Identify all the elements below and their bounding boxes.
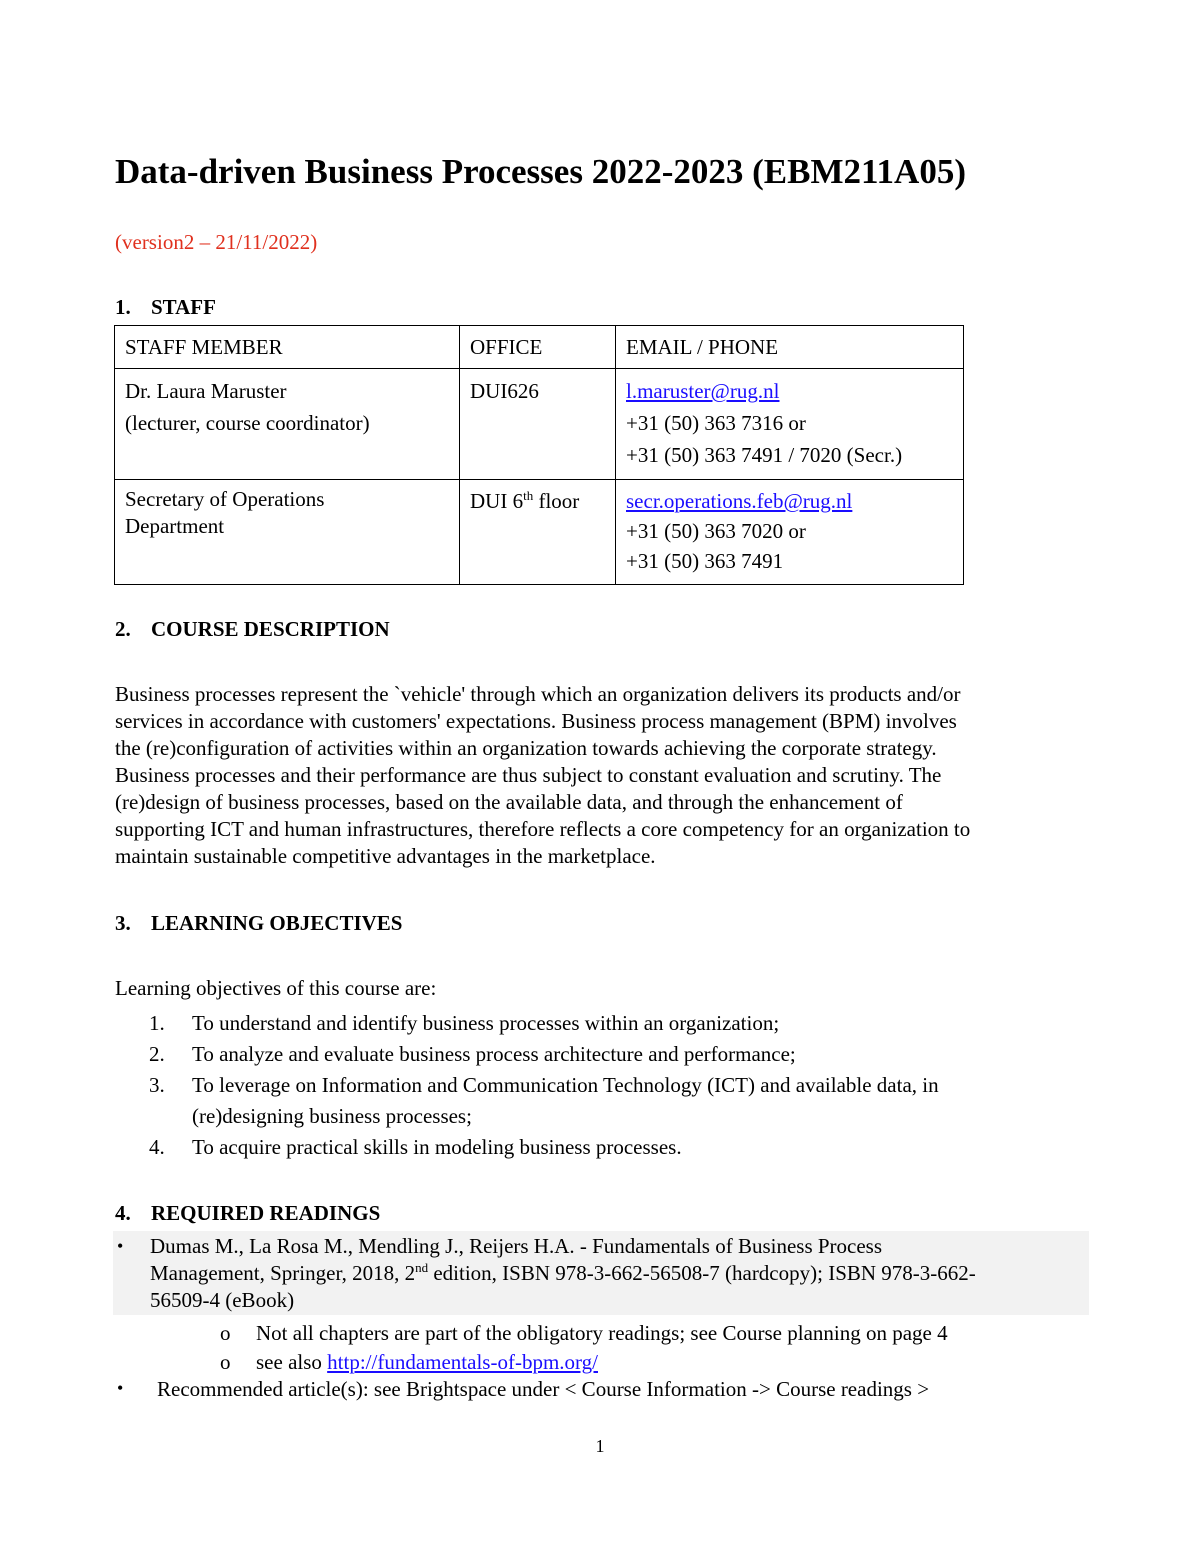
office-cell — [460, 480, 616, 585]
list-item — [115, 1070, 1095, 1132]
sub-item-text: Not all chapters are part of the obligatory readings; see Course planning on page 4 — [256, 1321, 948, 1345]
contact-cell — [616, 480, 964, 585]
section-learning-objectives-heading — [115, 909, 402, 937]
section-title: LEARNING OBJECTIVES — [151, 911, 403, 935]
course-description-paragraph — [115, 681, 1105, 870]
list-item-text: To leverage on Information and Communication Technology (ICT) and available data, in (re)designing business processes; — [192, 1073, 939, 1128]
section-number: 4. — [115, 1201, 131, 1225]
staff-name: Secretary of Operations — [125, 487, 325, 511]
paragraph-line: Business processes represent the `vehicle' through which an organization delivers its products and/or — [115, 682, 961, 706]
table-header-row — [115, 326, 964, 369]
table-row — [115, 480, 964, 585]
staff-table — [114, 325, 964, 585]
circle-bullet-icon: o — [220, 1321, 231, 1345]
list-item — [115, 1132, 1095, 1163]
list-item — [115, 1008, 1095, 1039]
staff-member-cell — [115, 480, 460, 585]
office-text: DUI626 — [470, 379, 539, 403]
version-note: (version2 – 21/11/2022) — [115, 230, 318, 254]
section-course-description-heading — [115, 615, 390, 643]
phone-line: +31 (50) 363 7020 or — [626, 519, 806, 543]
phone-line: +31 (50) 363 7491 / 7020 (Secr.) — [626, 443, 903, 467]
page-number: 1 — [595, 1436, 605, 1456]
section-number: 3. — [115, 911, 131, 935]
sub-list-item — [220, 1319, 948, 1347]
reading-item-articles: Recommended article(s): see Brightspace under < Course Information -> Course readings > — [157, 1377, 930, 1401]
section-title: REQUIRED READINGS — [151, 1201, 381, 1225]
bullet-icon: • — [117, 1236, 124, 1256]
contact-cell — [616, 369, 964, 480]
column-header-email-phone: EMAIL / PHONE — [616, 326, 964, 369]
list-item-text: To analyze and evaluate business process architecture and performance; — [192, 1042, 796, 1066]
section-title: COURSE DESCRIPTION — [151, 617, 390, 641]
list-item-number: 3. — [149, 1073, 165, 1097]
phone-line: +31 (50) 363 7491 — [626, 549, 784, 573]
reading-text-part: edition, ISBN 978-3-662-56508-7 (hardcopy); ISBN 978-3-662- — [428, 1261, 976, 1285]
fundamentals-bpm-link[interactable]: http://fundamentals-of-bpm.org/ — [327, 1350, 598, 1374]
section-title: STAFF — [151, 295, 216, 319]
phone-line: +31 (50) 363 7316 or — [626, 411, 806, 435]
staff-name: Dr. Laura Maruster — [125, 379, 287, 403]
reading-line: 56509-4 (eBook) — [150, 1288, 295, 1312]
list-item-text: To understand and identify business processes within an organization; — [192, 1011, 780, 1035]
office-text: DUI 6 — [470, 489, 524, 513]
list-item-text: To acquire practical skills in modeling business processes. — [192, 1135, 682, 1159]
list-item-number: 4. — [149, 1135, 165, 1159]
paragraph-line: maintain sustainable competitive advantages in the marketplace. — [115, 844, 656, 868]
paragraph-line: supporting ICT and human infrastructures, therefore reflects a core competency for an organization to — [115, 817, 971, 841]
paragraph-line: services in accordance with customers' expectations. Business process management (BPM) involves — [115, 709, 957, 733]
staff-member-cell — [115, 369, 460, 480]
column-header-staff-member: STAFF MEMBER — [115, 326, 460, 369]
objectives-list — [115, 1008, 1095, 1163]
paragraph-line: the (re)configuration of activities within an organization towards achieving the corporate strategy. — [115, 736, 937, 760]
staff-role: (lecturer, course coordinator) — [125, 411, 370, 435]
paragraph-line: Business processes and their performance are thus subject to constant evaluation and scrutiny. The — [115, 763, 942, 787]
reading-item-textbook — [150, 1233, 1090, 1314]
column-header-office: OFFICE — [460, 326, 616, 369]
section-number: 2. — [115, 617, 131, 641]
reading-text-part: Management, Springer, 2018, 2 — [150, 1261, 416, 1285]
email-link[interactable]: l.maruster@rug.nl — [626, 379, 780, 403]
ordinal-suffix: th — [523, 488, 534, 503]
ordinal-suffix: nd — [415, 1260, 429, 1275]
section-required-readings-heading — [115, 1199, 380, 1227]
section-staff-heading — [115, 293, 216, 321]
reading-line: Dumas M., La Rosa M., Mendling J., Reijers H.A. - Fundamentals of Business Process — [150, 1234, 883, 1258]
paragraph-line: (re)design of business processes, based on the available data, and through the enhancement of — [115, 790, 903, 814]
email-link[interactable]: secr.operations.feb@rug.nl — [626, 489, 853, 513]
list-item-number: 1. — [149, 1011, 165, 1035]
list-item — [115, 1039, 1095, 1070]
reading-line — [150, 1260, 1090, 1287]
sub-list-item — [220, 1348, 598, 1376]
staff-name-continued: Department — [125, 514, 225, 538]
circle-bullet-icon: o — [220, 1350, 231, 1374]
sub-item-text: see also — [256, 1350, 328, 1374]
document-title: Data-driven Business Processes 2022-2023 (EBM211A05) — [115, 152, 966, 191]
section-number: 1. — [115, 295, 131, 319]
objectives-intro: Learning objectives of this course are: — [115, 976, 437, 1000]
office-cell — [460, 369, 616, 480]
bullet-icon: • — [117, 1378, 124, 1398]
table-row — [115, 369, 964, 480]
list-item-number: 2. — [149, 1042, 165, 1066]
office-text-suffix: floor — [533, 489, 580, 513]
